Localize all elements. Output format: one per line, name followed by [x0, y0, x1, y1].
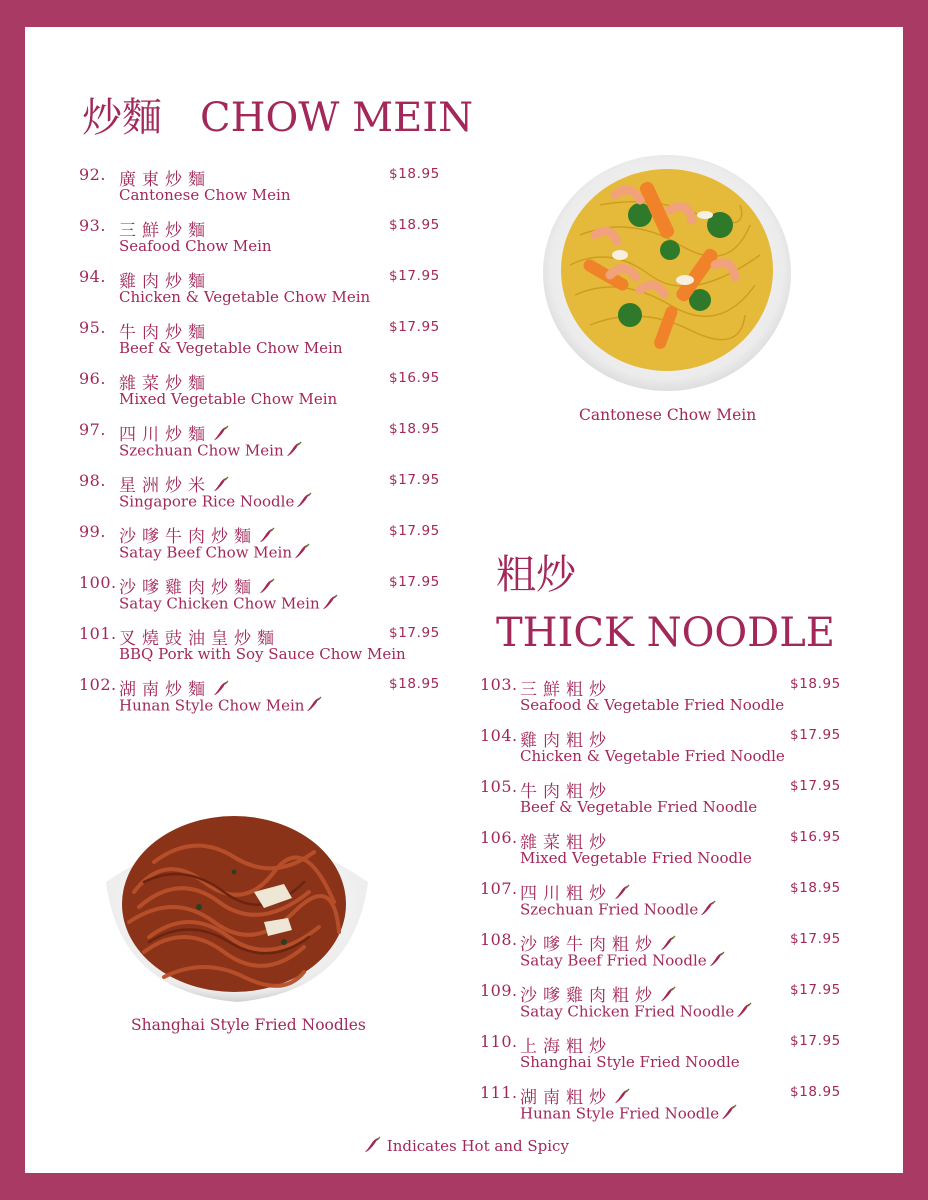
item-number: 106. — [480, 828, 518, 847]
item-name-cn-text: 湖南粗炒 — [520, 1088, 612, 1108]
item-number: 94. — [79, 267, 106, 286]
item-number: 109. — [480, 981, 518, 1000]
menu-item — [480, 675, 850, 725]
menu-item — [480, 828, 850, 878]
item-name-en-text: Satay Chicken Fried Noodle — [520, 1002, 735, 1021]
shanghai-noodles-photo — [104, 812, 370, 1004]
item-number: 92. — [79, 165, 106, 184]
item-name-en-text: Seafood & Vegetable Fried Noodle — [520, 696, 785, 714]
item-price: $17.95 — [389, 472, 440, 488]
item-number: 111. — [480, 1083, 518, 1102]
item-name-en-text: Hunan Style Chow Mein — [119, 696, 305, 715]
item-name-en-text: Singapore Rice Noodle — [119, 492, 295, 511]
chow-mein-title-en: CHOW MEIN — [200, 95, 474, 141]
menu-item — [480, 879, 850, 929]
item-price: $17.95 — [389, 319, 440, 335]
item-price: $18.95 — [790, 880, 841, 896]
item-price: $18.95 — [389, 166, 440, 182]
menu-item — [480, 1032, 850, 1082]
item-price: $18.95 — [790, 1084, 841, 1100]
cantonese-chow-mein-caption: Cantonese Chow Mein — [579, 406, 757, 424]
item-name-cn-text: 星洲炒米 — [119, 476, 211, 496]
item-name-en — [119, 492, 313, 513]
shanghai-noodles-caption: Shanghai Style Fried Noodles — [131, 1016, 366, 1034]
item-price: $17.95 — [389, 268, 440, 284]
spicy-legend-text: Indicates Hot and Spicy — [386, 1137, 569, 1155]
menu-item — [79, 165, 449, 215]
item-name-en — [119, 594, 339, 615]
item-name-en-text: Satay Beef Fried Noodle — [520, 951, 707, 970]
item-name-en — [119, 237, 272, 255]
chili-pepper-icon — [721, 1104, 738, 1125]
menu-item — [79, 318, 449, 368]
item-name-en — [520, 900, 717, 921]
item-name-en-text: Satay Beef Chow Mein — [119, 543, 292, 562]
chili-pepper-icon — [286, 441, 303, 462]
chili-pepper-icon — [296, 492, 313, 513]
item-name-cn-text: 廣東炒麵 — [119, 170, 211, 190]
chili-pepper-icon — [736, 1002, 753, 1023]
item-name-en — [119, 390, 337, 408]
item-name-cn-text: 雞肉炒麵 — [119, 272, 211, 292]
item-number: 105. — [480, 777, 518, 796]
chili-pepper-icon — [294, 543, 311, 564]
item-name-en-text: Shanghai Style Fried Noodle — [520, 1053, 740, 1071]
item-name-en — [119, 441, 303, 462]
item-name-en-text: Szechuan Fried Noodle — [520, 900, 699, 919]
cantonese-chow-mein-photo — [540, 155, 795, 395]
item-price: $18.95 — [389, 676, 440, 692]
thick-noodle-title-cn: 粗炒 — [496, 552, 576, 598]
item-name-cn-text: 沙嗲雞肉炒麵 — [119, 578, 257, 598]
item-number: 102. — [79, 675, 117, 694]
item-number: 96. — [79, 369, 106, 388]
menu-item — [79, 675, 449, 725]
chili-pepper-icon — [709, 951, 726, 972]
item-price: $17.95 — [790, 931, 841, 947]
item-name-en — [520, 849, 752, 867]
item-name-en — [119, 288, 370, 306]
item-name-en — [119, 339, 343, 357]
item-number: 104. — [480, 726, 518, 745]
item-name-en-text: Beef & Vegetable Fried Noodle — [520, 798, 758, 816]
chili-pepper-icon — [364, 1136, 382, 1158]
item-price: $17.95 — [790, 1033, 841, 1049]
menu-item — [480, 981, 850, 1031]
item-price: $18.95 — [790, 676, 841, 692]
item-price: $17.95 — [790, 727, 841, 743]
chili-pepper-icon — [306, 696, 323, 717]
menu-item — [79, 522, 449, 572]
item-name-cn-text: 牛肉粗炒 — [520, 782, 612, 802]
menu-item — [79, 369, 449, 419]
item-name-en — [520, 1104, 738, 1125]
item-price: $18.95 — [389, 217, 440, 233]
item-name-cn-text: 牛肉炒麵 — [119, 323, 211, 343]
item-price: $17.95 — [389, 625, 440, 641]
item-name-cn-text: 雞肉粗炒 — [520, 731, 612, 751]
chili-pepper-icon — [322, 594, 339, 615]
item-price: $17.95 — [790, 778, 841, 794]
menu-item — [79, 624, 449, 674]
item-name-en-text: BBQ Pork with Soy Sauce Chow Mein — [119, 645, 406, 663]
item-name-en-text: Seafood Chow Mein — [119, 237, 272, 255]
item-number: 103. — [480, 675, 518, 694]
item-name-cn-text: 沙嗲雞肉粗炒 — [520, 986, 658, 1006]
item-number: 95. — [79, 318, 106, 337]
item-name-cn-text: 三鮮粗炒 — [520, 680, 612, 700]
item-name-cn-text: 上海粗炒 — [520, 1037, 612, 1057]
item-name-en — [119, 696, 323, 717]
menu-item — [480, 777, 850, 827]
item-name-en-text: Beef & Vegetable Chow Mein — [119, 339, 343, 357]
chili-pepper-icon — [700, 900, 717, 921]
item-name-en-text: Chicken & Vegetable Chow Mein — [119, 288, 371, 306]
chow-mein-title-cn: 炒麵 — [82, 95, 162, 141]
item-price: $16.95 — [389, 370, 440, 386]
item-price: $17.95 — [389, 574, 440, 590]
item-number: 99. — [79, 522, 106, 541]
item-name-cn-text: 沙嗲牛肉粗炒 — [520, 935, 658, 955]
item-name-cn-text: 雜菜炒麵 — [119, 374, 211, 394]
item-name-cn-text: 湖南炒麵 — [119, 680, 211, 700]
menu-item — [79, 471, 449, 521]
item-name-en-text: Mixed Vegetable Chow Mein — [119, 390, 338, 408]
item-price: $16.95 — [790, 829, 841, 845]
item-name-en-text: Hunan Style Fried Noodle — [520, 1104, 720, 1123]
item-number: 97. — [79, 420, 106, 439]
menu-item — [480, 930, 850, 980]
item-name-cn-text: 叉燒豉油皇炒麵 — [119, 629, 280, 649]
item-number: 100. — [79, 573, 117, 592]
menu-item — [480, 726, 850, 776]
item-name-cn-text: 三鮮炒麵 — [119, 221, 211, 241]
menu-item — [79, 420, 449, 470]
item-name-en — [119, 645, 406, 663]
item-number: 93. — [79, 216, 106, 235]
item-name-cn-text: 沙嗲牛肉炒麵 — [119, 527, 257, 547]
menu-item — [480, 1083, 850, 1133]
item-price: $18.95 — [389, 421, 440, 437]
item-name-en — [520, 747, 785, 765]
item-number: 107. — [480, 879, 518, 898]
spicy-legend — [362, 1136, 569, 1158]
item-price: $17.95 — [389, 523, 440, 539]
item-name-en-text: Szechuan Chow Mein — [119, 441, 284, 460]
item-name-en — [119, 543, 311, 564]
item-name-en — [520, 696, 784, 714]
menu-item — [79, 573, 449, 623]
menu-item — [79, 267, 449, 317]
item-name-cn-text: 雜菜粗炒 — [520, 833, 612, 853]
item-price: $17.95 — [790, 982, 841, 998]
item-name-cn-text: 四川炒麵 — [119, 425, 211, 445]
item-name-en-text: Chicken & Vegetable Fried Noodle — [520, 747, 785, 765]
item-name-cn-text: 四川粗炒 — [520, 884, 612, 904]
item-name-en-text: Cantonese Chow Mein — [119, 186, 291, 204]
item-name-en-text: Mixed Vegetable Fried Noodle — [520, 849, 752, 867]
item-name-en-text: Satay Chicken Chow Mein — [119, 594, 320, 613]
item-number: 98. — [79, 471, 106, 490]
item-number: 108. — [480, 930, 518, 949]
item-number: 101. — [79, 624, 117, 643]
item-name-en — [520, 951, 726, 972]
item-name-en — [520, 1002, 753, 1023]
item-name-en — [520, 1053, 740, 1071]
item-name-en — [520, 798, 757, 816]
item-name-en — [119, 186, 291, 204]
item-number: 110. — [480, 1032, 518, 1051]
menu-item — [79, 216, 449, 266]
thick-noodle-title-en: THICK NOODLE — [496, 610, 835, 656]
